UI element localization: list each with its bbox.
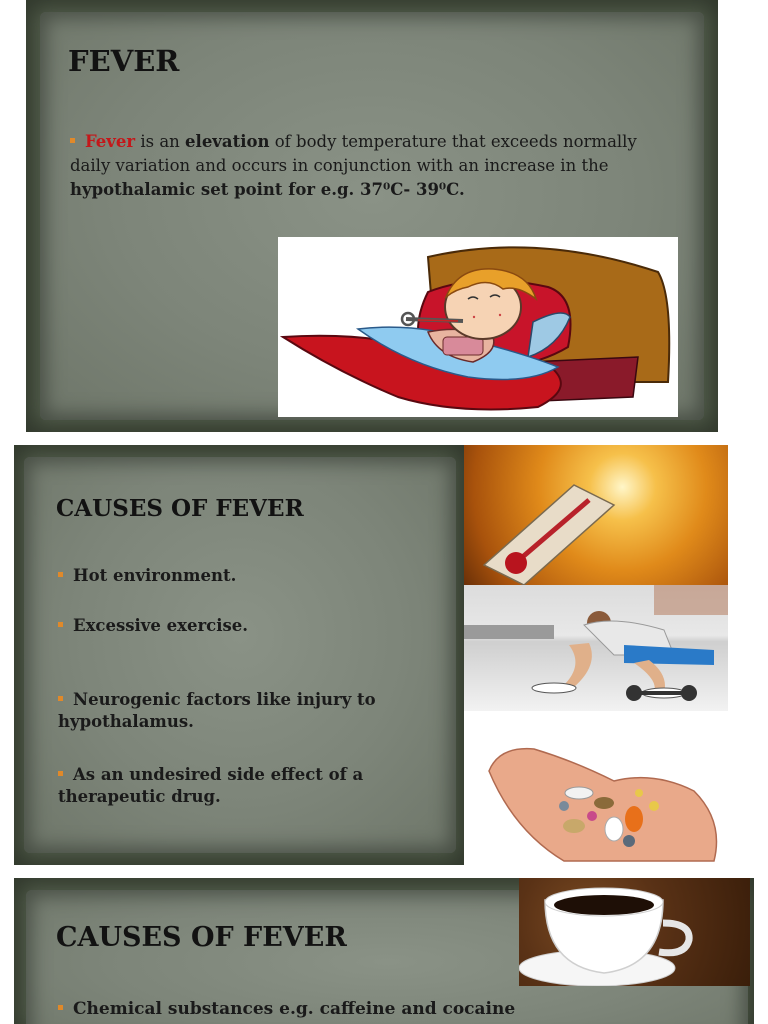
- bullet-definition: [70, 130, 670, 202]
- bullet-marker: [58, 572, 63, 577]
- person-icon: [464, 585, 728, 711]
- cause-item: [58, 689, 418, 733]
- slide-causes-1: [14, 445, 464, 865]
- cause-item-text: Excessive exercise.: [73, 616, 249, 635]
- term-elevation: elevation: [185, 132, 270, 151]
- cause-item: [58, 615, 448, 637]
- sick-child-image: [278, 237, 678, 417]
- cause-item-text: As an undesired side effect of a therapeutic drug.: [58, 765, 364, 806]
- exhausted-exerciser-photo: [464, 585, 728, 711]
- bullet-marker: [70, 138, 75, 143]
- hot-sun-thermometer-photo: [464, 445, 728, 585]
- bullet-marker: [58, 622, 63, 627]
- cause-item: [58, 565, 448, 587]
- slide-title: CAUSES OF FEVER: [56, 495, 304, 522]
- coffee-cup-icon: [519, 878, 750, 986]
- bullet-marker: [58, 696, 63, 701]
- pills-icon: [464, 711, 728, 865]
- definition-text-1: is an: [135, 132, 186, 151]
- slide-title: CAUSES OF FEVER: [56, 922, 347, 953]
- sick-child-thermometer-illustration: [278, 237, 678, 417]
- definition-bold-end: hypothalamic set point for e.g. 37⁰C- 39⁰C.: [70, 180, 465, 199]
- term-fever: Fever: [85, 132, 136, 151]
- cause-item-text: Neurogenic factors like injury to hypothalamus.: [58, 690, 376, 731]
- coffee-cup-photo: [519, 878, 750, 986]
- slide-fever: [26, 0, 718, 432]
- thermometer-icon: [464, 445, 728, 585]
- hand-holding-pills-photo: [464, 711, 728, 865]
- bullet-marker: [58, 771, 63, 776]
- cause-item-text: Hot environment.: [73, 566, 237, 585]
- slide-title: FEVER: [68, 44, 180, 78]
- definition-text-2: of body temperature that exceeds normally daily variation and occurs in conjunction with an increase in the: [70, 132, 637, 175]
- cause-item-text: Chemical substances e.g. caffeine and cocaine: [73, 999, 516, 1019]
- cause-item: [58, 998, 698, 1020]
- cause-item: [58, 764, 428, 808]
- bullet-marker: [58, 1005, 63, 1010]
